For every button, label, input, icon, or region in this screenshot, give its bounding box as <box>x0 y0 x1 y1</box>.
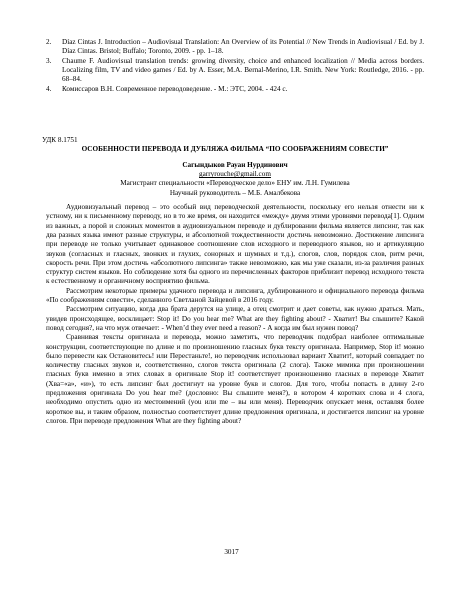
reference-item <box>46 85 424 94</box>
article-title: ОСОБЕННОСТИ ПЕРЕВОДА И ДУБЛЯЖА ФИЛЬМА “ПО СООБРАЖЕНИЯМ СОВЕСТИ” <box>81 145 389 154</box>
body-paragraph: Рассмотрим ситуацию, когда два брата дерутся на улице, а отец смотрит и дает советы, как нужно драться. Мать, увидев происходящее, восклицает: Stop it! Do you hear me? What are they fighting about? - Хватит! Вы слышите? Какой повод сегодня?, на что муж отвечает: - When’d they ever need a reason? - А когда им был нужен повод? <box>46 305 424 332</box>
body-paragraph: Рассмотрим некоторые примеры удачного перевода и липсинга, дублированного и официального перевода фильма «По соображениям совести», сделанного Светланой Зайцевой в 2016 году. <box>46 286 424 305</box>
body-paragraph: Аудиовизуальный перевод – это особый вид переводческой деятельности, поскольку его нельзя отнести ни к устному, ни к письменному переводу, но в то же время, он находится «между» двумя этими уровнями перевода[1]. Одним из важных, а порой и сложных моментов в аудиовизуальном переводе и дублировании фильма является липсинг, так как два разных языка имеют разные структуры, и абсолютной тождественности достичь невозможно. Достижение липсинга при переводе не только учитывает одинаковое соотношение слов исходного и переводного языков, но и артикуляцию звуков (согласных и гласных, звонких и глухих, сонорных и шумных и т.д.), слогов, слов, порядок слов, ритм речи, скорость речи. При этом достичь «абсолютного липсинга» также невозможно, как мы уже сказали, из-за различия разных структур систем языков. Но соблюдение хотя бы одного из перечисленных факторов приблизит перевод исходного текста к естественному и органичному восприятию фильма. <box>46 203 424 286</box>
reference-item <box>46 38 424 56</box>
author-name: Сагындыков Рауан Нурдинович <box>182 160 288 169</box>
reference-number: 3. <box>46 56 52 65</box>
author-affiliation: Магистрант специальности «Переводческое дело» ЕНУ им. Л.Н. Гумилева <box>120 179 350 188</box>
author-email-link[interactable]: garryrouche@gmail.com <box>199 170 271 179</box>
udk-code: УДК 8.1751 <box>42 136 78 144</box>
reference-number: 2. <box>46 38 52 46</box>
body-paragraph: Сравнивая тексты оригинала и перевода, можно заметить, что переводчик подобрал наиболее оптимальные конструкции, соответствующие по длине и по произношению гласных букв тексту оригинала. Например, Stop it! можно было перевести как Остановитесь! или Перестаньте!, но переводчик использовал вариант Хватит!, который совпадает по количеству гласных звуков и, соответственно, слогов текста оригинала (2 слога). Также мимика при произношении гласных букв именно в этих словах в оригинале Stop it! соответствует произношению гласных в переводе Хватит (Хва=«а», «и»), то есть липсинг был достигнут на уровне букв и слогов. Для того, чтобы попасть в длину 2-го предложения оригинала Do you hear me? (дословно: Вы слышите меня?), в котором 4 коротких слова и 4 слога, необходимо опустить одно из местоимений (you или me – вы или меня). Переводчик опускает меня, оставляя более короткое вы, и таким образом, полностью соответствует длине предложения оригинала, и достигается липсинг на уровне слогов. При переводе предложения What are they fighting about? <box>46 333 424 425</box>
reference-text: Комиссаров В.Н. Современное переводоведение. - М.: ЭТС, 2004. - 424 с. <box>62 85 288 94</box>
reference-number: 4. <box>46 85 52 94</box>
reference-list <box>46 38 424 95</box>
supervisor-line: Научный руководитель – М.Б. Амалбекова <box>169 188 301 197</box>
reference-text: Díaz Cintas J. Introduction – Audiovisual Translation: An Overview of its Potential // New Trends in Audiovisual / Ed. by J. Díaz Cintas. Bristol; Buffalo; Toronto, 2009. - pp. 1–18. <box>62 38 424 56</box>
reference-item <box>46 57 424 85</box>
page-number: 3017 <box>224 548 239 556</box>
article-body <box>42 136 424 426</box>
reference-text: Chaume F. Audiovisual translation trends: growing diversity, choice and enhanced localization // Media across borders. Localizing film, TV and video games / Ed. by A. Esser, M.A. Bernal-Merino, I.R. Smith. New York: Routledge, 2016. - pp. 68–84. <box>62 56 424 84</box>
